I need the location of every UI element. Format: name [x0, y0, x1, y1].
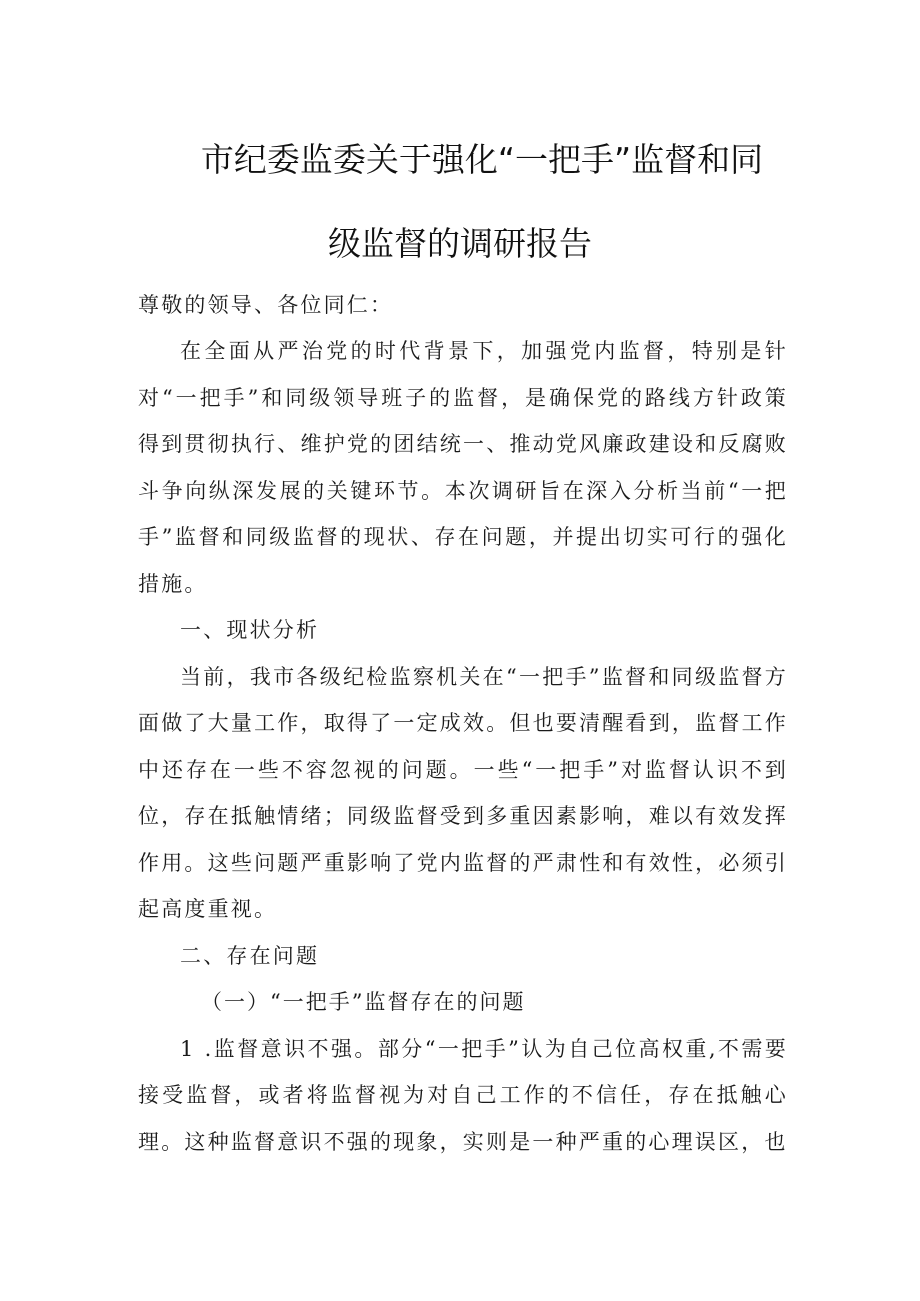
section-1-paragraph: 当前，我市各级纪检监察机关在“一把手”监督和同级监督方面做了大量工作，取得了一定成效。但也要清醒看到，监督工作中还存在一些不容忽视的问题。一些“一把手”对监督认识不到位，存在抵触情绪；同级监督受到多重因素影响，难以有效发挥作用。这些问题严重影响了党内监督的严肃性和有效性，必须引起高度重视。: [138, 664, 788, 921]
section-1-heading: 一、现状分析: [180, 618, 320, 642]
section-2-subheading-1: （一）“一把手”监督存在的问题: [201, 990, 526, 1014]
salutation: 尊敬的领导、各位同仁：: [138, 293, 394, 317]
section-2-item-1: 1 .监督意识不强。部分“一把手”认为自己位高权重,不需要接受监督，或者将监督视为对自己工作的不信任，存在抵触心理。这种监督意识不强的现象，实则是一种严重的心理误区，也: [138, 1036, 788, 1154]
document-title-line-2: 级监督的调研报告: [328, 224, 592, 263]
document-body: [138, 328, 788, 1165]
section-2-heading: 二、存在问题: [180, 943, 320, 968]
intro-paragraph: 在全面从严治党的时代背景下，加强党内监督，特别是针对“一把手”和同级领导班子的监督，是确保党的路线方针政策得到贯彻执行、维护党的团结统一、推动党风廉政建设和反腐败斗争向纵深发展的关键环节。本次调研旨在深入分析当前“一把手”监督和同级监督的现状、存在问题，并提出切实可行的强化措施。: [138, 339, 788, 596]
document-title-line-1: 市纪委监委关于强化“一把手”监督和同: [200, 140, 764, 179]
